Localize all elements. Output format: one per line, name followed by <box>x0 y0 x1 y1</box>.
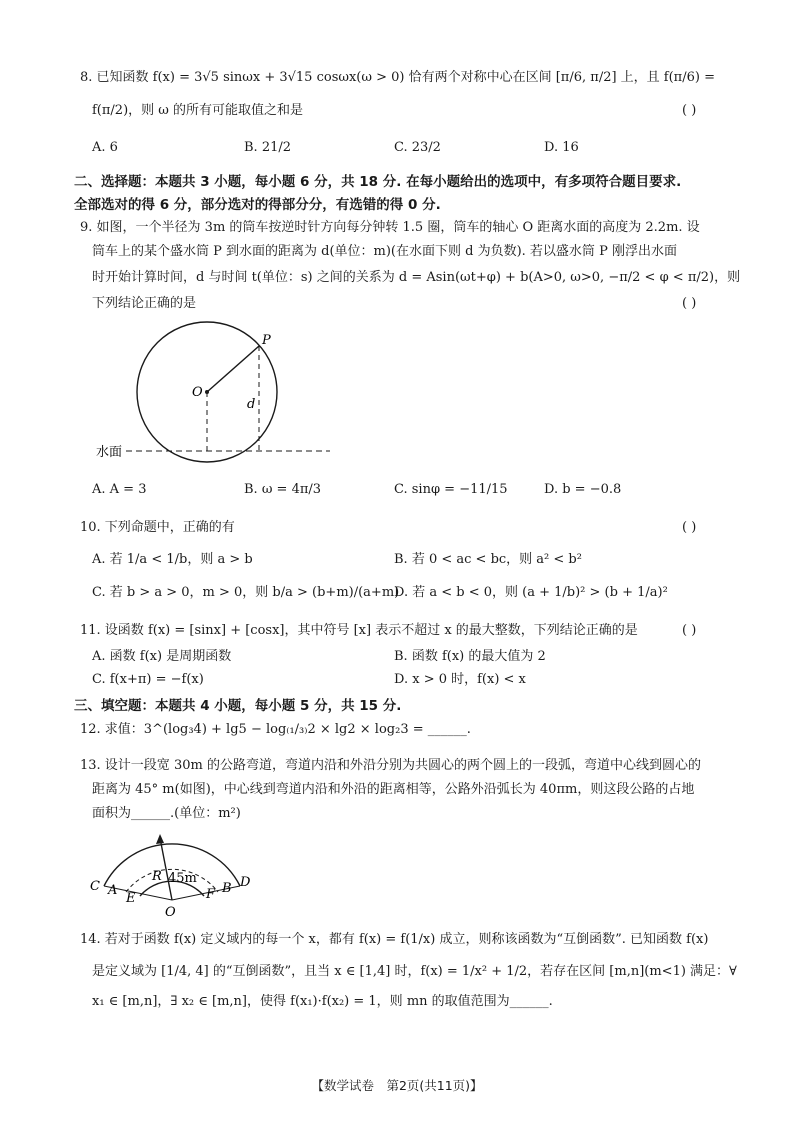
q11-option-d: D. x > 0 时，f(x) < x <box>394 672 526 687</box>
q10-answer-paren: ( ) <box>682 520 697 535</box>
label-e: E <box>126 891 136 906</box>
q9-line2: 筒车上的某个盛水筒 P 到水面的距离为 d(单位：m)(在水面下则 d 为负数). 若以盛水筒 P 刚浮出水面 <box>92 244 677 259</box>
label-o: O <box>165 905 176 920</box>
q10-option-c: C. 若 b > a > 0，m > 0，则 b/a > (b+m)/(a+m) <box>92 585 400 600</box>
q8-option-c: C. 23/2 <box>394 140 441 155</box>
radius-arrowhead <box>156 834 164 844</box>
q13-line2: 距离为 45° m(如图)，中心线到弯道内沿和外沿的距离相等，公路外沿弧长为 40πm，则这段公路的占地 <box>92 782 695 797</box>
label-r: R <box>152 869 162 884</box>
label-f: F <box>206 887 216 902</box>
waterwheel-figure <box>90 320 350 470</box>
q11-answer-paren: ( ) <box>682 623 697 638</box>
q10-line1: 10. 下列命题中，正确的有 <box>80 520 235 535</box>
label-water-surface: 水面 <box>96 445 123 460</box>
q8-option-a: A. 6 <box>92 140 118 155</box>
section3-heading: 三、填空题：本题共 4 小题，每小题 5 分，共 15 分. <box>74 698 402 714</box>
q11-line1: 11. 设函数 f(x) = [sinx] + [cosx]，其中符号 [x] 表示不超过 x 的最大整数，下列结论正确的是 <box>80 623 638 638</box>
q9-line4: 下列结论正确的是 <box>92 296 197 311</box>
q8-line1: 8. 已知函数 f(x) = 3√5 sinωx + 3√15 cosωx(ω > 0) 恰有两个对称中心在区间 [π/6, π/2] 上，且 f(π/6) = <box>80 70 715 85</box>
label-d: d <box>247 397 256 412</box>
q12-line1: 12. 求值：3^(log₃4) + lg5 − log₍₁/₃₎2 × lg2 × log₂3 = ______. <box>80 722 471 737</box>
q13-line3: 面积为______.(单位：m²) <box>92 806 241 821</box>
q14-line3: x₁ ∈ [m,n]，∃ x₂ ∈ [m,n]，使得 f(x₁)·f(x₂) = 1，则 mn 的取值范围为______. <box>92 994 553 1009</box>
q10-option-b: B. 若 0 < ac < bc，则 a² < b² <box>394 552 582 567</box>
label-o: O <box>192 385 203 400</box>
q9-option-a: A. A = 3 <box>92 482 147 497</box>
q8-answer-paren: ( ) <box>682 103 697 118</box>
radius-op-line <box>207 346 259 392</box>
q9-line1: 9. 如图，一个半径为 3m 的筒车按逆时针方向每分钟转 1.5 圈，筒车的轴心 O 距离水面的高度为 2.2m. 设 <box>80 220 700 235</box>
q8-option-b: B. 21/2 <box>244 140 292 155</box>
label-d: D <box>240 875 251 890</box>
q10-option-d: D. 若 a < b < 0，则 (a + 1/b)² > (b + 1/a)² <box>394 585 668 600</box>
q8-line2: f(π/2)，则 ω 的所有可能取值之和是 <box>92 103 304 118</box>
q13-line1: 13. 设计一段宽 30m 的公路弯道，弯道内沿和外沿分别为共圆心的两个圆上的一段弧，弯道中心线到圆心的 <box>80 758 701 773</box>
road-curve-figure <box>88 822 268 922</box>
q8-option-d: D. 16 <box>544 140 579 155</box>
section2-heading-line1: 二、选择题：本题共 3 小题，每小题 6 分，共 18 分. 在每小题给出的选项中，有多项符合题目要求. <box>74 174 682 190</box>
label-p: P <box>262 333 271 348</box>
label-a: A <box>108 883 118 898</box>
q14-line1: 14. 若对于函数 f(x) 定义域内的每一个 x，都有 f(x) = f(1/x) 成立，则称该函数为“互倒函数”. 已知函数 f(x) <box>80 932 709 947</box>
q10-option-a: A. 若 1/a < 1/b，则 a > b <box>92 552 253 567</box>
q9-option-b: B. ω = 4π/3 <box>244 482 322 497</box>
q9-option-d: D. b = −0.8 <box>544 482 622 497</box>
q14-line2: 是定义域为 [1/4, 4] 的“互倒函数”，且当 x ∈ [1,4] 时，f(x) = 1/x² + 1/2，若存在区间 [m,n](m<1) 满足：∀ <box>92 964 737 979</box>
q9-answer-paren: ( ) <box>682 296 697 311</box>
q11-option-c: C. f(x+π) = −f(x) <box>92 672 204 687</box>
q11-option-b: B. 函数 f(x) 的最大值为 2 <box>394 649 546 664</box>
q11-option-a: A. 函数 f(x) 是周期函数 <box>92 649 232 664</box>
q9-line3: 时开始计算时间，d 与时间 t(单位：s) 之间的关系为 d = Asin(ωt+φ) + b(A>0, ω>0, −π/2 < φ < π/2)，则 <box>92 270 741 285</box>
label-b: B <box>222 881 232 896</box>
q9-option-c: C. sinφ = −11/15 <box>394 482 508 497</box>
section2-heading-line2: 全部选对的得 6 分，部分选对的得部分分，有选错的得 0 分. <box>74 197 441 213</box>
label-c: C <box>90 879 100 894</box>
label-radius-45m: 45m <box>168 871 197 886</box>
page-footer: 【数学试卷 第2页(共11页)】 <box>311 1078 483 1093</box>
